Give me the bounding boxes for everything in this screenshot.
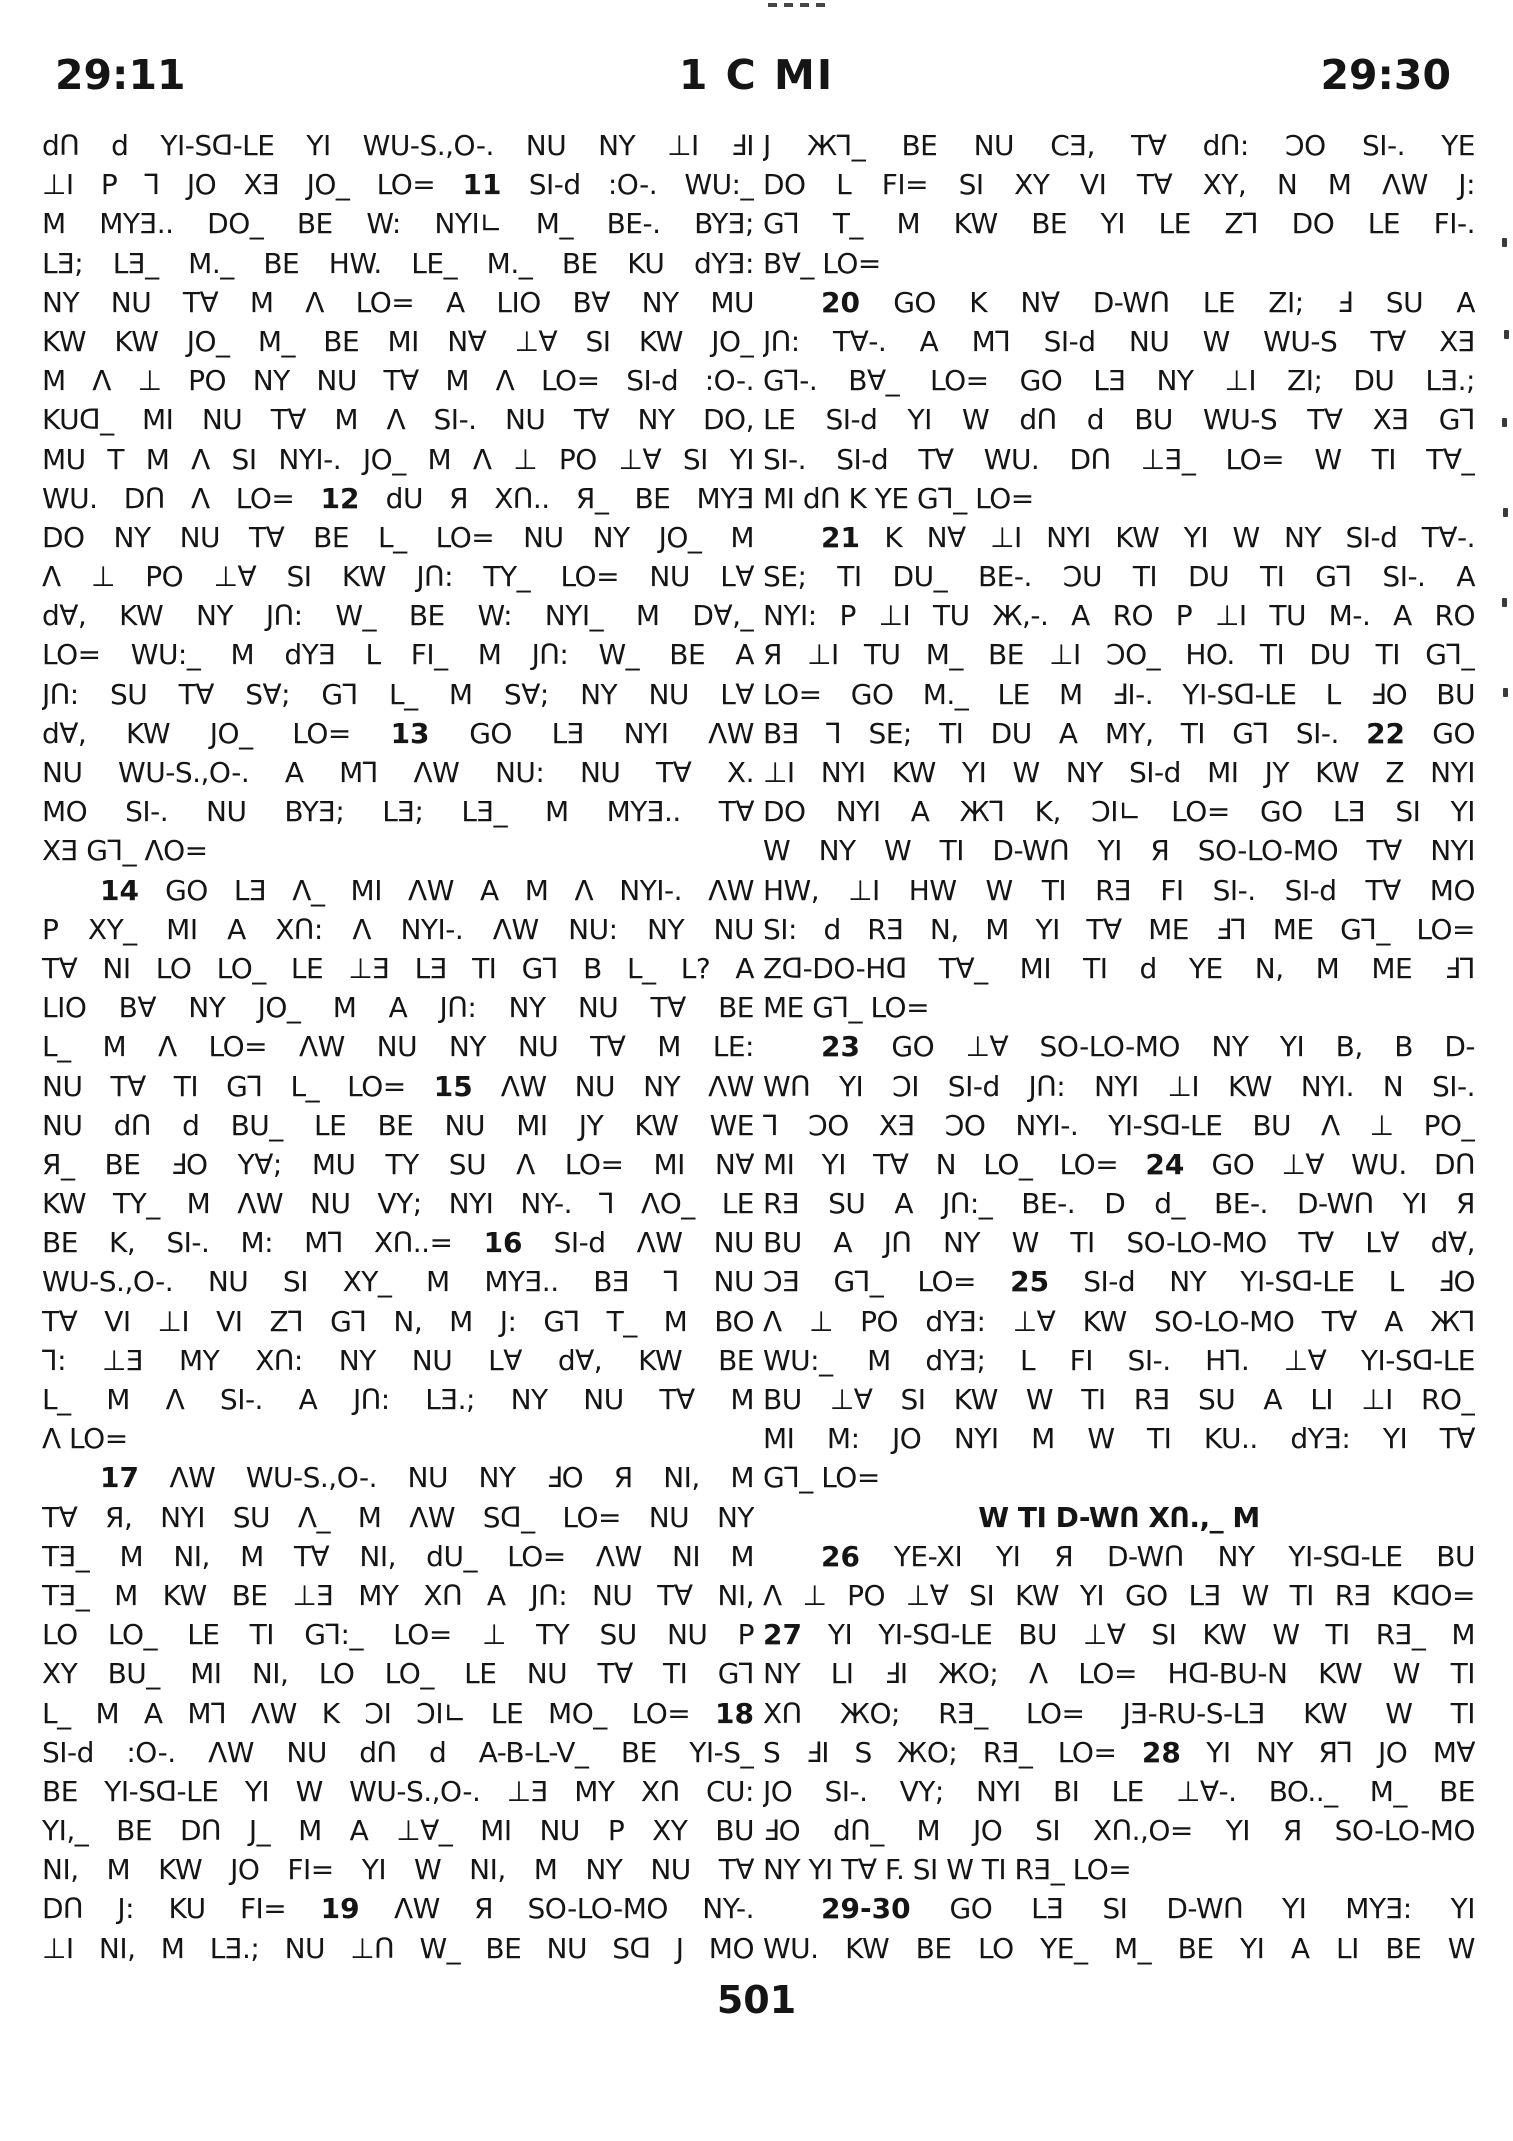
text-line: DO NY NU T∀ BE L_ LO= NU NY JO_ M [42, 520, 754, 554]
text-line: NI, M KW JO FI= YI W NI, M NY NU T∀ [42, 1853, 754, 1887]
section-heading: W TI D-WՈ XՈ.,_ M [978, 1500, 1260, 1534]
text-line: G⅂ T_ M KW BE YI LE Z⅂ DO LE FI-. [763, 207, 1475, 241]
text-line: MI YI T∀ N LO_ LO= 24 GO ⊥∀ WU. DՈ [763, 1147, 1475, 1181]
text-line: JՈ: T∀-. A M⅂ SI-d NU W WU-S T∀ XƎ [763, 324, 1475, 358]
text-line: ⊥I P ⅂ JO XƎ JO_ LO= 11 SI-d :O-. WU:_ [42, 168, 754, 202]
text-line: 23 GO ⊥∀ SO-LO-MO NY YI B, B D- [821, 1030, 1475, 1064]
text-line: G⅂_ LO= [763, 1461, 880, 1495]
text-line: ⊥I NI, M LƎ.; NU ⊥Ո W_ BE NU Sᗡ J MO [42, 1931, 754, 1965]
text-line: L_ M Λ SI-. A JՈ: LƎ.; NY NU T∀ M [42, 1383, 754, 1416]
text-line: WU-S.,O-. NU SI XY_ M MYƎ.. BƎ ⅂ NU [42, 1265, 754, 1299]
text-line: 14 GO LƎ Λ_ MI ΛW A M Λ NYI-. ΛW [100, 873, 754, 907]
text-line: T∀ Я, NYI SU Λ_ M ΛW Sᗡ_ LO= NU NY [42, 1500, 754, 1534]
text-line: YI,_ BE DՈ J_ M A ⊥∀_ MI NU P XY BU [42, 1814, 754, 1848]
text-line: L_ M Λ LO= ΛW NU NY NU T∀ M LE: [42, 1030, 754, 1064]
text-line: LO LO_ LE TI G⅂:_ LO= ⊥ TY SU NU P [42, 1618, 754, 1652]
right-text-column [763, 126, 1475, 1968]
text-line: Λ ⊥ PO ⊥∀ SI KW JՈ: TY_ LO= NU L∀ [42, 560, 754, 594]
text-line: MI M: JO NYI M W TI KU.. dYƎ: YI T∀ [763, 1422, 1475, 1456]
text-line: WU:_ M dYƎ; L FI SI-. H⅂. ⊥∀ YI-Sᗡ-LE [763, 1343, 1475, 1377]
text-line: SI-. SI-d T∀ WU. DՈ ⊥Ǝ_ LO= W TI T∀_ [763, 442, 1475, 476]
text-line: XՈ ЖO; RƎ_ LO= JƎ-RU-S-LƎ KW W TI [763, 1696, 1475, 1730]
text-line: W NY W TI D-WՈ YI Я SO-LO-MO T∀ NYI [763, 834, 1475, 868]
text-line: TƎ_ M KW BE ⊥Ǝ MY XՈ A JՈ: NU T∀ NI, [42, 1578, 754, 1612]
text-line: G⅂-. B∀_ LO= GO LƎ NY ⊥I ZI; DU LƎ.; [763, 364, 1475, 398]
text-line: B∀_ LO= [763, 246, 881, 280]
text-line: BU A JՈ NY W TI SO-LO-MO T∀ L∀ d∀, [763, 1226, 1475, 1260]
text-line: TƎ_ M NI, M T∀ NI, dU_ LO= ΛW NI M [42, 1539, 754, 1573]
text-line: WU. KW BE LO YE_ M_ BE YI A LI BE W [763, 1931, 1475, 1965]
text-line: T∀ VI ⊥I VI Z⅂ G⅂ N, M J: G⅂ T_ M BO [42, 1304, 754, 1338]
text-line: 17 ΛW WU-S.,O-. NU NY ℲO Я NI, M [100, 1461, 754, 1495]
text-line: J Ж⅂_ BE NU CƎ, T∀ dՈ: ƆO SI-. YE [763, 129, 1475, 162]
text-line: BU ⊥∀ SI KW W TI RƎ SU A LI ⊥I RO_ [763, 1383, 1475, 1416]
text-line: NU T∀ TI G⅂ L_ LO= 15 ΛW NU NY ΛW [42, 1069, 754, 1103]
text-line: MO SI-. NU BYƎ; LƎ; LƎ_ M MYƎ.. T∀ [42, 795, 754, 829]
text-line: ⅂ ƆO XƎ ƆO NYI-. YI-Sᗡ-LE BU Λ ⊥ PO_ [763, 1108, 1475, 1142]
text-line: WU. DՈ Λ LO= 12 dU Я XՈ.. Я_ BE MYƎ [42, 481, 754, 515]
text-line: JՈ: SU T∀ S∀; G⅂ L_ M S∀; NY NU L∀ [42, 677, 754, 711]
text-line: d∀, KW NY JՈ: W_ BE W: NYI_ M D∀,_ [42, 599, 754, 633]
text-line: L_ M A M⅂ ΛW K ƆI ƆI∟ LE MO_ LO= 18 [42, 1696, 754, 1730]
header-right-reference: 29:30 [1320, 51, 1451, 99]
scan-speck [1503, 688, 1508, 697]
scan-speck [1502, 598, 1507, 607]
scan-artifact [768, 3, 826, 7]
text-line: ℲO dՈ_ M JO SI XՈ.,O= YI Я SO-LO-MO [763, 1814, 1475, 1848]
text-line: BE K, SI-. M: M⅂ XՈ..= 16 SI-d ΛW NU [42, 1226, 754, 1260]
text-line: NY LI ℲI ЖO; Λ LO= Hᗡ-BU-N KW W TI [763, 1657, 1475, 1691]
page-number: 501 [716, 1978, 797, 2022]
text-line: DՈ J: KU FI= 19 ΛW Я SO-LO-MO NY-. [42, 1892, 754, 1926]
text-line: 29-30 GO LƎ SI D-WՈ YI MYƎ: YI [821, 1892, 1475, 1926]
text-line: SE; TI DU_ BE-. ƆU TI DU TI G⅂ SI-. A [763, 560, 1475, 594]
text-line: Zᗡ-DO-Hᗡ T∀_ MI TI d YE N, M ME Ⅎ⅂ [763, 951, 1475, 985]
text-line: LIO B∀ NY JO_ M A JՈ: NY NU T∀ BE [42, 991, 754, 1025]
text-line: MI dՈ K YE G⅂_ LO= [763, 481, 1034, 515]
text-line: LƎ; LƎ_ M._ BE HW. LE_ M._ BE KU dYƎ: [42, 246, 754, 280]
text-line: d∀, KW JO_ LO= 13 GO LƎ NYI ΛW [42, 716, 754, 750]
text-line: LO= GO M._ LE M ℲI-. YI-Sᗡ-LE L ℲO BU [763, 677, 1475, 711]
text-line: ƆƎ G⅂_ LO= 25 SI-d NY YI-Sᗡ-LE L ℲO [763, 1265, 1475, 1299]
scan-speck [1503, 508, 1508, 517]
text-line: NYI: P ⊥I TU Ж,-. A RO P ⊥I TU M-. A RO [763, 599, 1475, 633]
text-line: NY YI T∀ F. SI W TI RƎ_ LO= [763, 1853, 1132, 1887]
text-line: SI: d RƎ N, M YI T∀ ME Ⅎ⅂ ME G⅂_ LO= [763, 912, 1475, 946]
text-line: Я ⊥I TU M_ BE ⊥I ƆO_ HO. TI DU TI G⅂_ [763, 638, 1475, 672]
text-line: M MYƎ.. DO_ BE W: NYI∟ M_ BE-. BYƎ; [42, 207, 754, 241]
text-line: DO NYI A Ж⅂ K, ƆI∟ LO= GO LƎ SI YI [763, 795, 1475, 829]
text-line: Λ ⊥ PO dYƎ: ⊥∀ KW SO-LO-MO T∀ A Ж⅂ [763, 1304, 1475, 1338]
text-line: ME G⅂_ LO= [763, 991, 930, 1025]
header-book-title: 1 C MI [678, 51, 835, 99]
scan-speck [1502, 238, 1507, 247]
text-line: WՈ YI ƆI SI-d JՈ: NYI ⊥I KW NYI. N SI-. [763, 1069, 1475, 1103]
text-line: M Λ ⊥ PO NY NU T∀ M Λ LO= SI-d :O-. [42, 364, 754, 398]
page-header [0, 52, 1513, 98]
text-line: NY NU T∀ M Λ LO= A LIO B∀ NY MU [42, 285, 754, 319]
text-line: Λ ⊥ PO ⊥∀ SI KW YI GO LƎ W TI RƎ KᗡO= [763, 1578, 1475, 1612]
text-line: P XY_ MI A XՈ: Λ NYI-. ΛW NU: NY NU [42, 912, 754, 946]
text-line: KUᗡ_ MI NU T∀ M Λ SI-. NU T∀ NY DO, [42, 403, 754, 437]
text-line: JO SI-. VY; NYI BI LE ⊥∀-. BO.._ M_ BE [763, 1774, 1475, 1808]
text-line: KW KW JO_ M_ BE MI N∀ ⊥∀ SI KW JO_ [42, 324, 754, 358]
scan-speck [1504, 330, 1509, 339]
text-line: ⊥I NYI KW YI W NY SI-d MI JY KW Z NYI [763, 756, 1475, 789]
text-line: NU dՈ d BU_ LE BE NU MI JY KW WE [42, 1108, 754, 1142]
scan-speck [1502, 418, 1507, 427]
text-line: Я_ BE ℲO Y∀; MU TY SU Λ LO= MI N∀ [42, 1147, 754, 1181]
text-line: S ℲI S ЖO; RƎ_ LO= 28 YI NY Я⅂ JO M∀ [763, 1735, 1475, 1769]
text-line: XY BU_ MI NI, LO LO_ LE NU T∀ TI G⅂ [42, 1657, 754, 1691]
text-line: 21 K N∀ ⊥I NYI KW YI W NY SI-d T∀-. [821, 520, 1475, 554]
text-line: 27 YI YI-Sᗡ-LE BU ⊥∀ SI KW W TI RƎ_ M [763, 1618, 1475, 1652]
text-line: LO= WU:_ M dYƎ L FI_ M JՈ: W_ BE A [42, 638, 754, 672]
text-line: dՈ d YI-Sᗡ-LE YI WU-S.,O-. NU NY ⊥I ℲI [42, 129, 754, 162]
text-line: BE YI-Sᗡ-LE YI W WU-S.,O-. ⊥Ǝ MY XՈ CU: [42, 1774, 754, 1808]
text-line: RƎ SU A JՈ:_ BE-. D d_ BE-. D-WՈ YI Я [763, 1187, 1475, 1221]
text-line: XƎ G⅂_ ΛO= [42, 834, 208, 868]
text-line: MU T M Λ SI NYI-. JO_ M Λ ⊥ PO ⊥∀ SI YI [42, 442, 754, 476]
text-line: 26 YE-XI YI Я D-WՈ NY YI-Sᗡ-LE BU [821, 1539, 1475, 1573]
text-line: 20 GO K N∀ D-WՈ LE ZI; Ⅎ SU A [821, 285, 1475, 319]
text-line: HW, ⊥I HW W TI RƎ FI SI-. SI-d T∀ MO [763, 873, 1475, 907]
text-line: Λ LO= [42, 1422, 128, 1456]
text-line: SI-d :O-. ΛW NU dՈ d A-B-L-V_ BE YI-S_ [42, 1735, 754, 1769]
text-line: BƎ ⅂ SE; TI DU A MY, TI G⅂ SI-. 22 GO [763, 716, 1475, 750]
text-line: T∀ NI LO LO_ LE ⊥Ǝ LƎ TI G⅂ B L_ L? A [42, 951, 754, 985]
text-line: DO L FI= SI XY VI T∀ XY, N M ΛW J: [763, 168, 1475, 202]
text-line: LE SI-d YI W dՈ d BU WU-S T∀ XƎ G⅂ [763, 403, 1475, 437]
text-line: ⅂: ⊥Ǝ MY XՈ: NY NU L∀ d∀, KW BE [42, 1343, 754, 1377]
text-line: KW TY_ M ΛW NU VY; NYI NY-. ⅂ ΛO_ LE [42, 1187, 754, 1221]
header-left-reference: 29:11 [55, 51, 186, 99]
text-line: NU WU-S.,O-. A M⅂ ΛW NU: NU T∀ X. [42, 756, 754, 789]
left-text-column [42, 126, 754, 1968]
